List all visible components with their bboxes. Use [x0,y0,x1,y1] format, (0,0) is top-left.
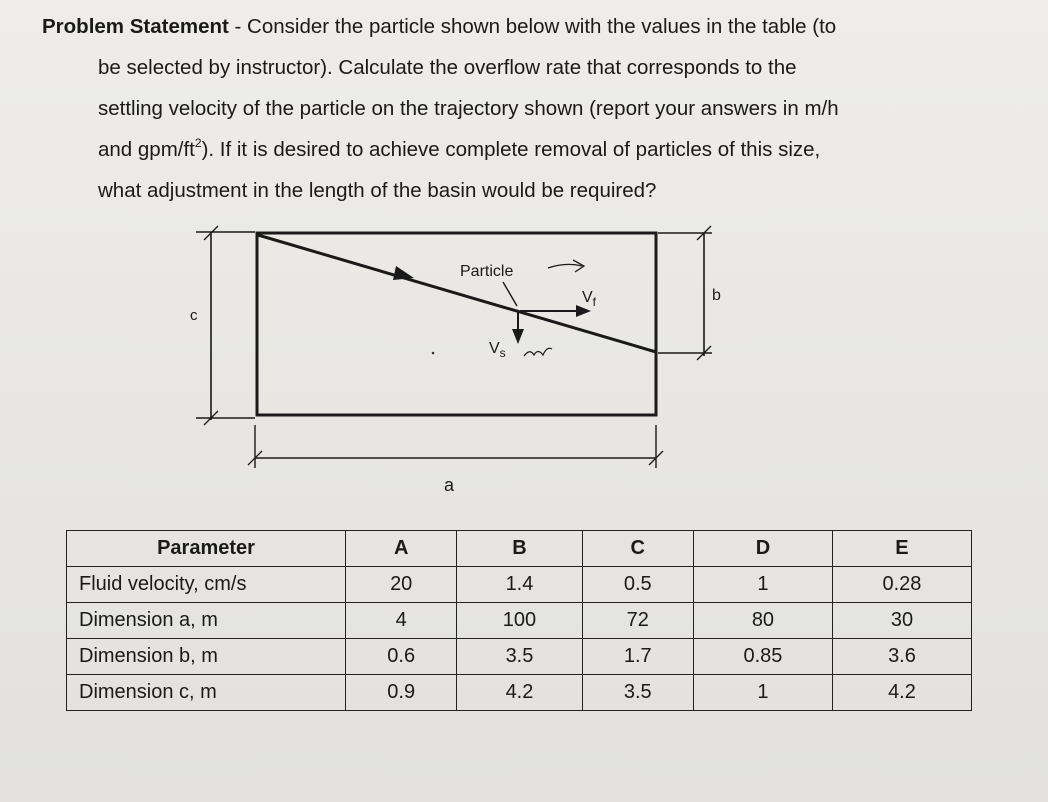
vs-symbol: V [489,340,500,357]
table-cell: 3.6 [832,639,971,675]
table-cell: 1.4 [457,567,582,603]
table-row [67,567,972,603]
particle-trajectory-line [258,235,656,352]
header-col-a: A [346,531,457,567]
dimension-b-label: b [712,287,721,304]
vf-subscript: f [592,295,597,309]
dimension-a-label: a [444,475,455,495]
handwritten-arrow-icon [548,264,582,268]
table-cell: 80 [693,603,832,639]
problem-text-4b: ). If it is desired to achieve complete removal of particles of this size, [201,138,821,161]
problem-text-4a: and gpm/ft [98,138,195,161]
header-col-e: E [832,531,971,567]
header-col-c: C [582,531,693,567]
table-cell: 4.2 [832,675,971,711]
vf-arrow-icon [576,305,591,317]
vf-symbol: V [582,289,593,306]
table-cell: 20 [346,567,457,603]
table-row [67,639,972,675]
header-col-d: D [693,531,832,567]
header-col-b: B [457,531,582,567]
vs-subscript: s [499,346,506,360]
table-cell: 1.7 [582,639,693,675]
particle-pointer-line [503,282,517,306]
row-label: Dimension b, m [67,639,346,675]
handwritten-scribble-icon [524,348,552,356]
table-row [67,603,972,639]
problem-superscript: 2 [194,136,202,150]
problem-line-2: be selected by instructor). Calculate the overflow rate that corresponds to the [98,56,797,79]
table-header-row [67,531,972,567]
problem-line-5: what adjustment in the length of the basin would be required? [98,179,657,202]
table-cell: 0.28 [832,567,971,603]
problem-text-1: - Consider the particle shown below with the values in the table (to [228,15,837,38]
table-cell: 1 [693,675,832,711]
table-cell: 0.6 [346,639,457,675]
basin-rectangle [257,233,656,415]
problem-label: Problem Statement [42,15,229,38]
row-label: Dimension c, m [67,675,346,711]
table-cell: 72 [582,603,693,639]
table-cell: 1 [693,567,832,603]
table-cell: 30 [832,603,971,639]
table-row [67,675,972,711]
vs-label [489,340,506,360]
dimension-c-label: c [190,307,198,324]
row-label: Dimension a, m [67,603,346,639]
table-cell: 4 [346,603,457,639]
table-cell: 4.2 [457,675,582,711]
parameter-table [66,530,972,711]
handwritten-arrow-head-icon [573,260,584,272]
vf-label [582,289,597,309]
row-label: Fluid velocity, cm/s [67,567,346,603]
header-parameter: Parameter [67,531,346,567]
table-cell: 0.5 [582,567,693,603]
table-cell: 3.5 [582,675,693,711]
trajectory-arrow-icon [393,266,414,280]
particle-label: Particle [460,263,514,280]
problem-line-3: settling velocity of the particle on the trajectory shown (report your answers in m/h [98,97,839,120]
table-cell: 0.9 [346,675,457,711]
table-cell: 3.5 [457,639,582,675]
dot-mark-icon [432,352,435,355]
table-cell: 0.85 [693,639,832,675]
table-cell: 100 [457,603,582,639]
vs-arrow-icon [512,329,524,344]
